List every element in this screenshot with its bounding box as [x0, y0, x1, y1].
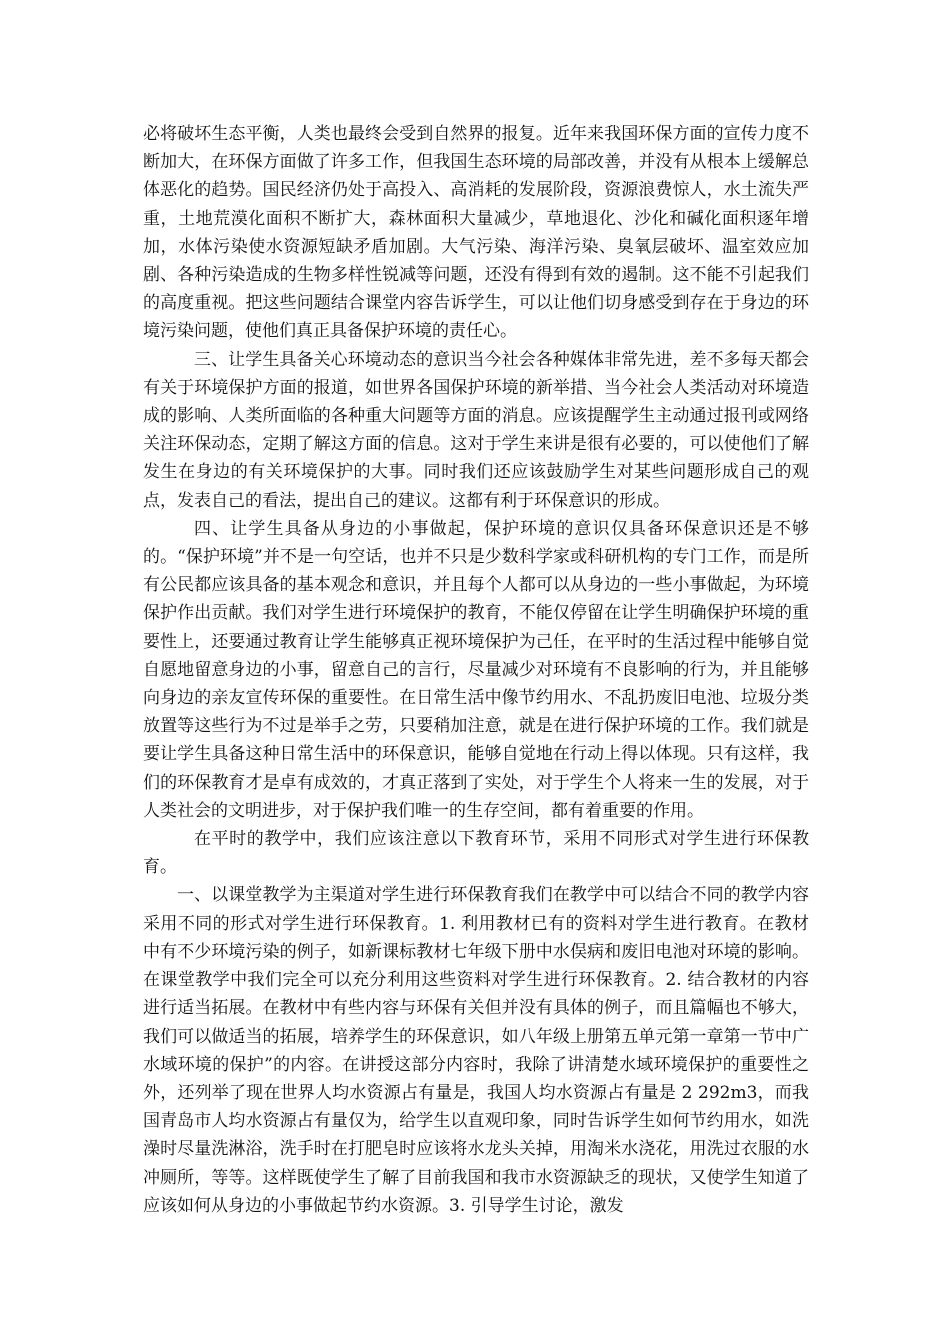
- paragraph-classroom-teaching: 一、以课堂教学为主渠道对学生进行环保教育我们在教学中可以结合不同的教学内容采用不同的形式对学生进行环保教育。1. 利用教材已有的资料对学生进行教育。在教材中有不少环境污染的例子，如新课标教材七年级下册中水俣病和废旧电池对环境的影响。在课堂教学中我们完全可以充分利用这些资料对学生进行环保教育。2. 结合教材的内容进行适当拓展。在教材中有些内容与环保有关但并没有具体的例子，而且篇幅也不够大，我们可以做适当的拓展，培养学生的环保意识，如八年级上册第五单元第一章第一节中广水域环境的保护”的内容。在讲授这部分内容时，我除了讲清楚水域环境保护的重要性之外，还列举了现在世界人均水资源占有量是，我国人均水资源占有量是 2 292m3，而我国青岛市人均水资源占有量仅为，给学生以直观印象，同时告诉学生如何节约用水，如洗澡时尽量洗淋浴，洗手时在打肥皂时应该将水龙头关掉，用淘米水浇花，用洗过衣服的水冲厕所，等等。这样既使学生了解了目前我国和我市水资源缺乏的现状，又使学生知道了应该如何从身边的小事做起节约水资源。3. 引导学生讨论，激发: [143, 885, 809, 1216]
- document-body: [143, 120, 809, 1220]
- paragraph-continuation: 必将破坏生态平衡，人类也最终会受到自然界的报复。近年来我国环保方面的宣传力度不断加大，在环保方面做了许多工作，但我国生态环境的局部改善，并没有从根本上缓解总体恶化的趋势。国民经济仍处于高投入、高消耗的发展阶段，资源浪费惊人，水土流失严重，土地荒漠化面积不断扩大，森林面积大量减少，草地退化、沙化和碱化面积逐年增加，水体污染使水资源短缺矛盾加剧。大气污染、海洋污染、臭氧层破坏、温室效应加剧、各种污染造成的生物多样性锐减等问题，还没有得到有效的遏制。这不能不引起我们的高度重视。把这些问题结合课堂内容告诉学生，可以让他们切身感受到存在于身边的环境污染问题，使他们真正具备保护环境的责任心。: [143, 124, 809, 342]
- paragraph-section-four: 四、让学生具备从身边的小事做起，保护环境的意识仅具备环保意识还是不够的。“保护环境”并不是一句空话，也并不只是少数科学家或科研机构的专门工作，而是所有公民都应该具备的基本观念和意识，并且每个人都可以从身边的一些小事做起，为环境保护作出贡献。我们对学生进行环境保护的教育，不能仅停留在让学生明确保护环境的重要性上，还要通过教育让学生能够真正视环境保护为己任，在平时的生活过程中能够自觉自愿地留意身边的小事，留意自己的言行，尽量减少对环境有不良影响的行为，并且能够向身边的亲友宣传环保的重要性。在日常生活中像节约用水、不乱扔废旧电池、垃圾分类放置等这些行为不过是举手之劳，只要稍加注意，就是在进行保护环境的工作。我们就是要让学生具备这种日常生活中的环保意识，能够自觉地在行动上得以体现。只有这样，我们的环保教育才是卓有成效的，才真正落到了实处，对于学生个人将来一生的发展，对于人类社会的文明进步，对于保护我们唯一的生存空间，都有着重要的作用。: [143, 518, 809, 821]
- paragraph-teaching-intro: 在平时的教学中，我们应该注意以下教育环节，采用不同形式对学生进行环保教育。: [143, 829, 809, 878]
- paragraph-section-three: 三、让学生具备关心环境动态的意识当今社会各种媒体非常先进，差不多每天都会有关于环境保护方面的报道，如世界各国保护环境的新举措、当今社会人类活动对环境造成的影响、人类所面临的各种重大问题等方面的消息。应该提醒学生主动通过报刊或网络关注环保动态，定期了解这方面的信息。这对于学生来讲是很有必要的，可以使他们了解发生在身边的有关环境保护的大事。同时我们还应该鼓励学生对某些问题形成自己的观点，发表自己的看法，提出自己的建议。这都有利于环保意识的形成。: [143, 349, 809, 511]
